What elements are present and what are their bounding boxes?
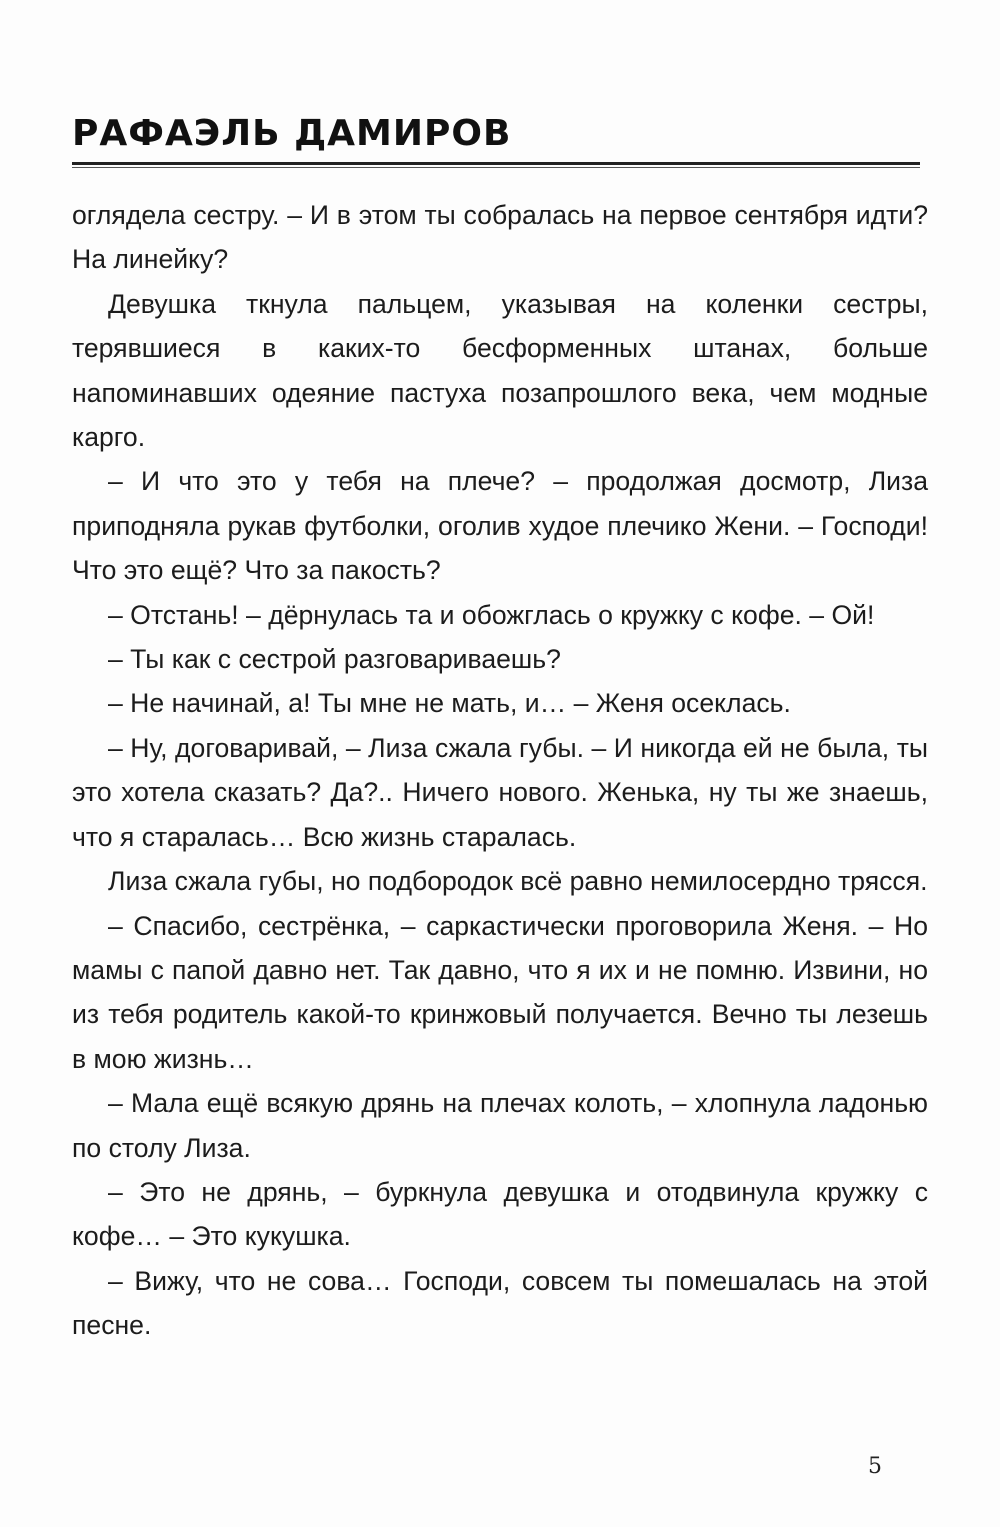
paragraph: – Ну, договаривай, – Лиза сжала губы. – И никогда ей не была, ты это хотела сказать? Да?.. Ничего нового. Женька, ну ты же знаешь, что я старалась… Всю жизнь старалась. bbox=[72, 732, 928, 852]
paragraph: Девушка ткнула пальцем, указывая на коленки сестры, терявшиеся в каких-то бесформенных штанах, больше напоминавших одеяние пастуха позапрошлого века, чем модные карго. bbox=[72, 288, 928, 453]
paragraph: Лиза сжала губы, но подбородок всё равно немилосердно трясся. bbox=[108, 866, 928, 897]
author-name: РАФАЭЛЬ ДАМИРОВ bbox=[72, 113, 512, 154]
paragraph: оглядела сестру. – И в этом ты собралась на первое сентября идти? На линейку? bbox=[72, 200, 928, 275]
header-rule-thin bbox=[72, 167, 920, 168]
page-number: 5 bbox=[868, 1454, 882, 1479]
paragraph: – Спасибо, сестрёнка, – саркастически проговорила Женя. – Но мамы с папой давно нет. Так давно, что я их и не помню. Извини, но из тебя родитель какой-то кринжовый получается. Вечно ты лезешь в мою жизнь… bbox=[72, 910, 928, 1074]
paragraph: – И что это у тебя на плече? – продолжая досмотр, Лиза приподняла рукав футболки, оголив худое плечико Жени. – Господи! Что это ещё? Что за пакость? bbox=[72, 466, 928, 586]
paragraph: – Это не дрянь, – буркнула девушка и отодвинула кружку с кофе… – Это кукушка. bbox=[72, 1176, 928, 1252]
running-header bbox=[72, 112, 920, 168]
paragraph: – Не начинай, а! Ты мне не мать, и… – Женя осеклась. bbox=[108, 688, 791, 719]
body-text bbox=[72, 193, 928, 1348]
paragraph: – Отстань! – дёрнулась та и обожглась о кружку с кофе. – Ой! bbox=[108, 599, 875, 630]
paragraph: – Мала ещё всякую дрянь на плечах колоть, – хлопнула ладонью по столу Лиза. bbox=[72, 1088, 928, 1163]
paragraph: – Ты как с сестрой разговариваешь? bbox=[108, 644, 561, 675]
header-rule bbox=[72, 162, 920, 165]
paragraph: – Вижу, что не сова… Господи, совсем ты помешалась на этой песне. bbox=[72, 1265, 928, 1341]
